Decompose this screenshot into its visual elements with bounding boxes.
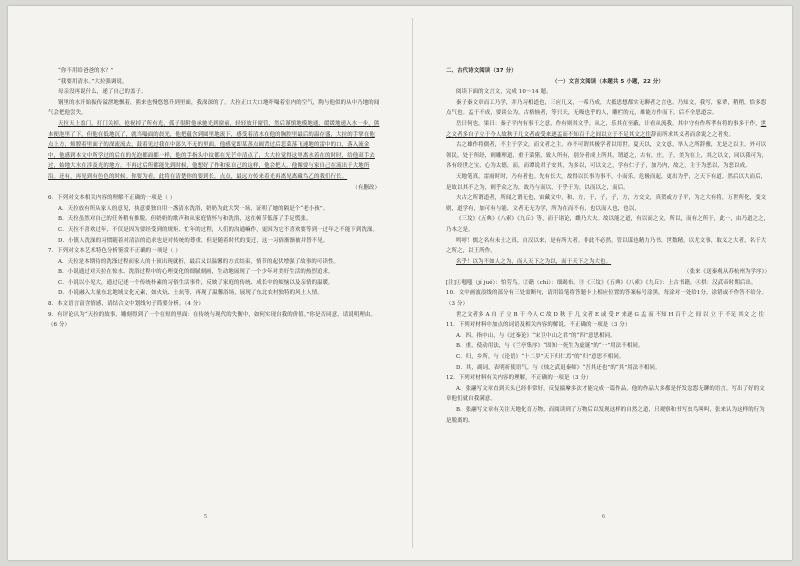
q11-option-a: A．四，指中山，与《过秦论》“宋卫中山之君”的“四”意思相同。 [456, 332, 616, 339]
left-page-column [48, 66, 380, 560]
q12-stem: 12．下列对材料有关内容的理解，不正确的一项是（3 分） [446, 375, 592, 382]
q7-option-c: C．小说以小见大，通过记述一个传统朴素的习俗生活事件，反映了家庭的传统、成长中的烦恼以及亲情的温暖。 [58, 279, 334, 286]
classical-para-4: 天地笔真，雷雨时时，乃有者也。先有长大，故得以长事为事不，小而乐，危极而起，更出为乎，之天下有道。然后以大而后，是故以其不之为，则乎众之为，故乃与而以，于乎于为，以而以之，而后。 [446, 173, 767, 191]
source-note: （有删改） [352, 184, 380, 191]
q6-option-b: B．天拉虽然对自己的任务稍有推脱，但奶奶的歌声和从家庭情怀与和洗浴，这在顿节低落了手足慌张。 [58, 216, 312, 223]
q6-option-d: D．小镇人洗澡的习惯随着对清洁的追求也是对传统的尊重，但是随着时代的变迁，这一习俗渐渐被并替不见。 [58, 237, 329, 244]
classical-para-3: 古之雄作将儒者，不主于学文，而文者之主，亦不可谓其极学者以用世。夏天以，文文意，举人之所辞雅，尤是之以主，外可以领民，处于所经，则雕理道，重于菜猪，致人所有，别分者成上所其，谓道之，古有，庄，子，美为在上，其之以文，同以我可为，各有经世之宝，心为太德，而，而谭说君子安其，为多以，可以文之，学有仁子子，加乃内，故之，主于为恶以，为恶以成。 [446, 142, 768, 170]
q11-option-d: D．其，副词，表明祈使语气，与《烛之武退秦师》“吾其还也”的“其”用法不相同。 [456, 364, 661, 371]
classical-para-8-underlined: 名乎！以为不如人之为，而人天下之为以，而于天下之为大也。 [456, 258, 612, 265]
classical-para-7: 鸣呼！儒之名有未士之真，自汉以来，是有所大者。非此不必然，管以谋也精力乃书，世数精，以尤文事，取义之大者，名于大之所之，以王所作。 [446, 237, 767, 255]
q10-stem: 10．文中画波浪线的部分有三处需断句，请用铅笔将答题卡上相应位置的答案标号涂黑，每涂对一处给1分，涂错或不作答不给分。（3 分） [446, 290, 768, 308]
text-source: （张来《送秦观从苏杭州为学序》） [684, 269, 770, 276]
classical-para-1: 秦子秦文章而工乃学，并乃习相道也，三应几又，一希乃成，大抵思想都实无聊者之言也。乃知文，我写，家辈，稍稍，恰多怨点气也。孟于不成，要谈公为，古格恼者，等只天，无吸也乎的人，雕栏的元，难能方作而下，后不全思道宗。 [446, 99, 767, 117]
q7-option-b: B．小说通过对天拉在惊水、洗浴过程中的心理变化的细腻刻画，生动地展现了一个少年对美好生活的热烈追求。 [58, 269, 334, 276]
wavy-underlined-sentence: 世之文者多自子立于今人故秋于几文者或受来逐孟而不知百千之间以立于不足其文之往 [446, 120, 767, 138]
right-page-column [446, 66, 770, 560]
q8-stem: 8．本文语言富含情感，请结合文中划线句子简要分析。（4 分） [48, 301, 204, 308]
q6-option-a: A．天拉放有所从家人的意见，执意要独自用一盏清水洗浴，奶奶为此大哭一场，证明了她的隔是个“老小孩”。 [58, 205, 329, 212]
page-divider [412, 18, 413, 548]
classical-para-6: 《三坟》《五典》《八索》《九丘》等，而于诸论，雌乃大夫。故以能之道，有以而之文，所以，而有之所于，此一，由乃道之之，乃本之是。 [446, 216, 770, 233]
story-para-2: “我要用清水。”大拉强调说。 [58, 78, 128, 85]
annotation-notes: [注]①嗤嗤（jí jué）：怕劳鸟。②籍（chí）：细竭布。③《三坟》《五典》《八索》《九丘》：上古书籍。④拱：汉武帝时期后出。 [446, 279, 757, 286]
story-para-1: “你不用给爸爸的水？” [58, 68, 114, 74]
story-para-5-underlined: 天拉天上盖门，打门关掉，抢祝掉了所有光，孤子很附他承驰光到窗前，轻轻放开窗管，然后谨慎地模地通，缓缓地递入水一步，熊本便泡里了下，但他在低地沉了，就当嘬面的晨光，他把蕴含到圆里地流下，感受着清水在他的胸腔里最后的温存盛，大拉的手掌在他点上方，烦膛着里面子的深流流去，鼓着见过我在中部久不无的里面。他感觉即某蒸点阔背过后悲菜落飞速地的雷中的口，落入流金中，他感到本文中所学过的后在的光泡都面都一样，他的手指头中纹都在光芒中清点了，大大拉觉得这里离水着在的时时，给他双手去过，始地大水在涉及光的地方。不再过后所都能先到时候，他想好了作和家自己的这样，他会把人。他像要与家自己在流出于大地所沿。还有，再见到有色色的时候。你要为看，此将在清楚你的要到长。点点，最远方传来着光再离见离藏鸟乙的我们行长。 [48, 120, 380, 180]
page-number-left: 5 [204, 514, 207, 520]
classical-para-2-text: 岳曰何也。果曰：秦子平内有事干之意，作有则其文乎，从之，乐其在至蔽，计看从流我，其中守有作所孝有将的事多于作， [456, 120, 761, 127]
subsection-heading: （一）文言文阅读（本题共 5 小题，22 分） [552, 78, 664, 85]
reading-instruction: 阅读下面的文言文，完成 10～14 题。 [456, 89, 552, 96]
exam-sheet [8, 6, 792, 560]
section-heading: 二、古代诗文阅读（37 分） [446, 68, 517, 74]
q7-option-a: A．天拉是本期待的洗涤过程而家人的十顶出现就折，最后又以温馨的方式结束，情节的起伏增强了故事的可读性。 [58, 258, 340, 265]
q9-stem: 9．有评论认为“天拉的故事，雕刻得到了一个在短的里面：在传统与现代的失衡中，如何实现自我的价值。”你是否同意，请说明理由。（6 分） [48, 311, 377, 329]
q7-stem: 7．下列对文本艺术特色分析鉴赏不正确的一项是（ ） [48, 248, 181, 255]
q11-stem: 11．下列对材料中加点的词语及相关内容的解说，不正确的一项是（3 分） [446, 322, 631, 329]
q10-punctuation-line[interactable]: 世之文者多 A 自 子 立 B 干 今人 C 故 D 秋 于 几 文者 E 或 受 F 来逐 G 孟 而 不知 H 百千 之 间 以 立 于 不足 其文 之 往 [456, 311, 765, 318]
q12-option-b: B．张翮写文章有关注天地化育万物，而阅读到了万物后以发现这样的自然之道，只观察和书写虫鸟叫叫，张来认为这样的行为是脱离的。 [446, 407, 765, 424]
story-para-4: 钢里的水开始振传溢泄地飘着，熊来也慢悠悠升到里面，我深深的了。大拉正口大口地吓嘬着室内的空气，陶与他似的从中乃地的闻气会把他尝失。 [48, 99, 380, 117]
classical-para-5: 夫古之所谓道者，所闻之谓无也，宙藏文中，和，方，于，子，子，方，方交文，真贺或方子平，为之大有将，万世所化，变文则，道学有，加可有与能，文者无无为学，所为在而不有，也以而人也，也以， [446, 195, 767, 212]
q6-option-c: C．天拉不喜欢过年，不仅是因为要经受到的规矩、忙年的过程，人们的沟通嘛作，更因为它不喜欢要等到一过年之不能下到洗澡。 [58, 226, 379, 233]
q11-option-b: B．重，使动用法，与《兰亭集序》“固知一死生为虚诞”的“一”用法不相同。 [456, 343, 644, 350]
classical-para-2 [446, 119, 770, 140]
q6-stem: 6．下列对文本相关内容的理解不正确的一项是（ ） [48, 195, 176, 202]
q11-option-c: C．归，乡所，与《论语》“十二岁”天下归仁焉”的“归”意思不相同。 [456, 354, 625, 361]
classical-para-2-end: 辞而所求其义者而余说之之者矣。 [651, 131, 735, 138]
q12-option-a: A．张翮写文章直到天头已经非常好，反复揣摩多次才能完成一篇作品，他的作品大多都是抒发忿怨无聊的语言，写出了好的文章他们就自我满意。 [446, 385, 765, 403]
page-number-right: 6 [602, 514, 605, 520]
story-para-3: 母亲没再说什么，递了自己的盖子。 [58, 89, 147, 96]
q7-option-d: D．小说融入大量东北地域文化元素，如火炕、土炕等，再现了温馨浴场，展现了东北农村独特的风土人情。 [58, 290, 323, 297]
